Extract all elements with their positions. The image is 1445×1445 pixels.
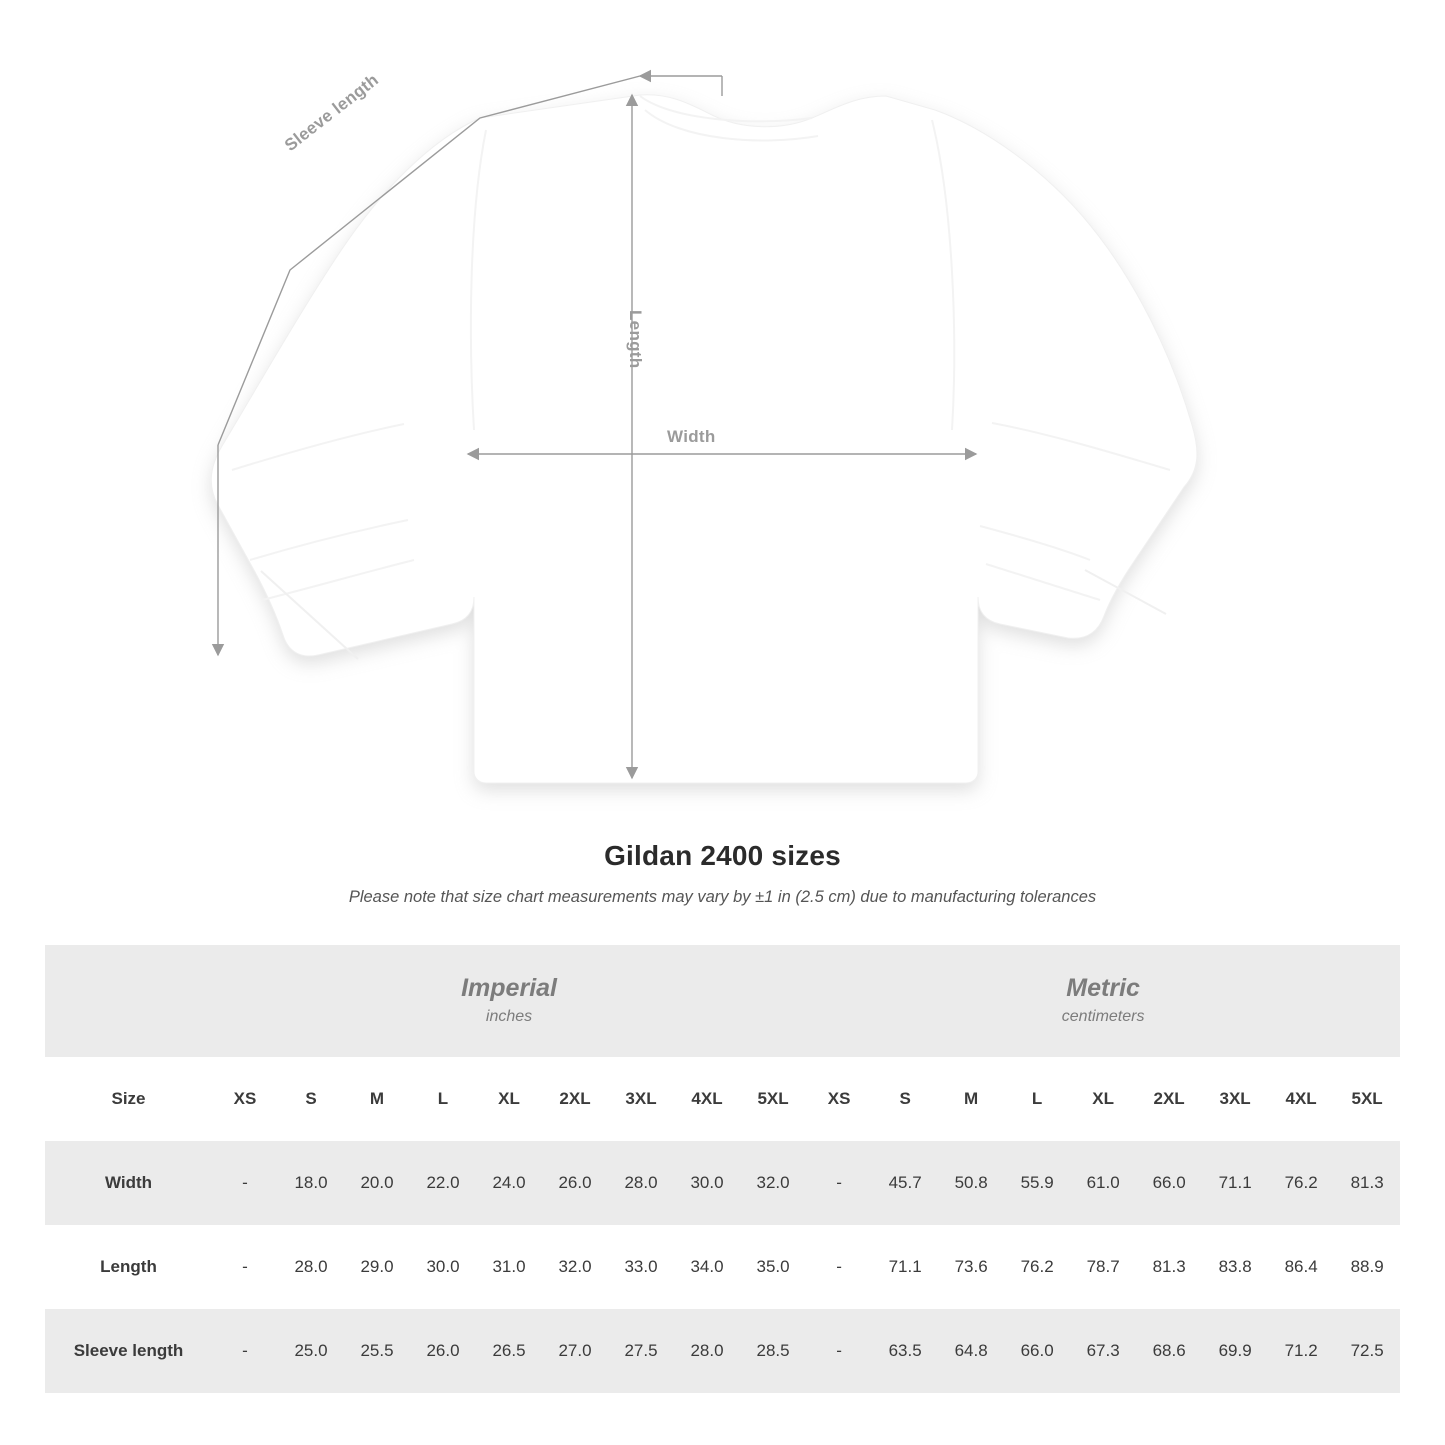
unit-name-imperial: Imperial xyxy=(461,973,557,1002)
column-header-met-s: S xyxy=(872,1057,938,1141)
row-label-sleeve-length: Sleeve length xyxy=(45,1309,212,1393)
unit-header-spacer xyxy=(45,945,212,1057)
cell-length-met-2xl: 81.3 xyxy=(1136,1225,1202,1309)
column-header-imp-3xl: 3XL xyxy=(608,1057,674,1141)
cell-length-met-xs: - xyxy=(806,1225,872,1309)
cell-sleeve-imp-2xl: 27.0 xyxy=(542,1309,608,1393)
column-header-met-4xl: 4XL xyxy=(1268,1057,1334,1141)
cell-length-met-xl: 78.7 xyxy=(1070,1225,1136,1309)
column-header-met-2xl: 2XL xyxy=(1136,1057,1202,1141)
unit-sub-imperial: inches xyxy=(485,1007,533,1025)
cell-length-met-m: 73.6 xyxy=(938,1225,1004,1309)
cell-length-imp-s: 28.0 xyxy=(278,1225,344,1309)
unit-sub-metric: centimeters xyxy=(1061,1007,1145,1025)
cell-length-met-s: 71.1 xyxy=(872,1225,938,1309)
column-header-met-xs: XS xyxy=(806,1057,872,1141)
unit-header-metric xyxy=(806,945,1400,1057)
width-dimension-label: Width xyxy=(667,427,716,446)
cell-sleeve-imp-s: 25.0 xyxy=(278,1309,344,1393)
size-table-wrapper xyxy=(45,945,1400,1393)
cell-sleeve-imp-xl: 26.5 xyxy=(476,1309,542,1393)
table-row xyxy=(45,1309,1400,1393)
cell-width-met-4xl: 76.2 xyxy=(1268,1141,1334,1225)
cell-sleeve-met-l: 66.0 xyxy=(1004,1309,1070,1393)
unit-header-row xyxy=(45,945,1400,1057)
cell-width-met-3xl: 71.1 xyxy=(1202,1141,1268,1225)
cell-length-met-5xl: 88.9 xyxy=(1334,1225,1400,1309)
column-header-met-l: L xyxy=(1004,1057,1070,1141)
cell-length-imp-5xl: 35.0 xyxy=(740,1225,806,1309)
cell-length-imp-l: 30.0 xyxy=(410,1225,476,1309)
cell-length-imp-2xl: 32.0 xyxy=(542,1225,608,1309)
cell-width-met-xl: 61.0 xyxy=(1070,1141,1136,1225)
cell-length-imp-xs: - xyxy=(212,1225,278,1309)
cell-sleeve-imp-xs: - xyxy=(212,1309,278,1393)
column-header-imp-4xl: 4XL xyxy=(674,1057,740,1141)
cell-width-imp-xl: 24.0 xyxy=(476,1141,542,1225)
cell-width-imp-4xl: 30.0 xyxy=(674,1141,740,1225)
column-header-imp-5xl: 5XL xyxy=(740,1057,806,1141)
column-header-imp-xl: XL xyxy=(476,1057,542,1141)
column-header-imp-2xl: 2XL xyxy=(542,1057,608,1141)
table-row xyxy=(45,1225,1400,1309)
row-label-length: Length xyxy=(45,1225,212,1309)
cell-width-met-s: 45.7 xyxy=(872,1141,938,1225)
column-header-met-xl: XL xyxy=(1070,1057,1136,1141)
cell-length-met-4xl: 86.4 xyxy=(1268,1225,1334,1309)
column-header-size: Size xyxy=(45,1057,212,1141)
cell-length-met-3xl: 83.8 xyxy=(1202,1225,1268,1309)
cell-sleeve-met-xs: - xyxy=(806,1309,872,1393)
cell-width-met-l: 55.9 xyxy=(1004,1141,1070,1225)
cell-length-imp-m: 29.0 xyxy=(344,1225,410,1309)
cell-length-met-l: 76.2 xyxy=(1004,1225,1070,1309)
title-block xyxy=(0,840,1445,907)
cell-width-met-2xl: 66.0 xyxy=(1136,1141,1202,1225)
cell-width-imp-5xl: 32.0 xyxy=(740,1141,806,1225)
cell-width-imp-l: 22.0 xyxy=(410,1141,476,1225)
cell-length-imp-xl: 31.0 xyxy=(476,1225,542,1309)
column-header-imp-s: S xyxy=(278,1057,344,1141)
size-table xyxy=(45,945,1400,1393)
column-header-imp-m: M xyxy=(344,1057,410,1141)
page-title: Gildan 2400 sizes xyxy=(604,840,841,871)
cell-width-imp-2xl: 26.0 xyxy=(542,1141,608,1225)
unit-header-imperial xyxy=(212,945,806,1057)
cell-width-imp-s: 18.0 xyxy=(278,1141,344,1225)
column-header-met-m: M xyxy=(938,1057,1004,1141)
length-dimension-label: Length xyxy=(626,310,645,369)
size-header-row xyxy=(45,1057,1400,1141)
cell-width-imp-3xl: 28.0 xyxy=(608,1141,674,1225)
cell-sleeve-met-4xl: 71.2 xyxy=(1268,1309,1334,1393)
row-label-width: Width xyxy=(45,1141,212,1225)
column-header-imp-xs: XS xyxy=(212,1057,278,1141)
cell-width-met-m: 50.8 xyxy=(938,1141,1004,1225)
cell-sleeve-met-s: 63.5 xyxy=(872,1309,938,1393)
tolerance-note: Please note that size chart measurements may vary by ±1 in (2.5 cm) due to manufacturing tolerances xyxy=(348,888,1097,906)
cell-width-met-5xl: 81.3 xyxy=(1334,1141,1400,1225)
cell-length-imp-4xl: 34.0 xyxy=(674,1225,740,1309)
cell-sleeve-imp-m: 25.5 xyxy=(344,1309,410,1393)
cell-sleeve-met-xl: 67.3 xyxy=(1070,1309,1136,1393)
cell-width-imp-m: 20.0 xyxy=(344,1141,410,1225)
sleeve-length-dimension-label: Sleeve length xyxy=(281,70,383,155)
cell-width-imp-xs: - xyxy=(212,1141,278,1225)
cell-sleeve-imp-l: 26.0 xyxy=(410,1309,476,1393)
column-header-met-3xl: 3XL xyxy=(1202,1057,1268,1141)
cell-length-imp-3xl: 33.0 xyxy=(608,1225,674,1309)
cell-sleeve-met-3xl: 69.9 xyxy=(1202,1309,1268,1393)
column-header-imp-l: L xyxy=(410,1057,476,1141)
unit-name-metric: Metric xyxy=(1066,973,1140,1002)
column-header-met-5xl: 5XL xyxy=(1334,1057,1400,1141)
table-row xyxy=(45,1141,1400,1225)
cell-sleeve-met-2xl: 68.6 xyxy=(1136,1309,1202,1393)
cell-sleeve-imp-3xl: 27.5 xyxy=(608,1309,674,1393)
cell-sleeve-met-m: 64.8 xyxy=(938,1309,1004,1393)
cell-width-met-xs: - xyxy=(806,1141,872,1225)
cell-sleeve-imp-5xl: 28.5 xyxy=(740,1309,806,1393)
cell-sleeve-imp-4xl: 28.0 xyxy=(674,1309,740,1393)
cell-sleeve-met-5xl: 72.5 xyxy=(1334,1309,1400,1393)
